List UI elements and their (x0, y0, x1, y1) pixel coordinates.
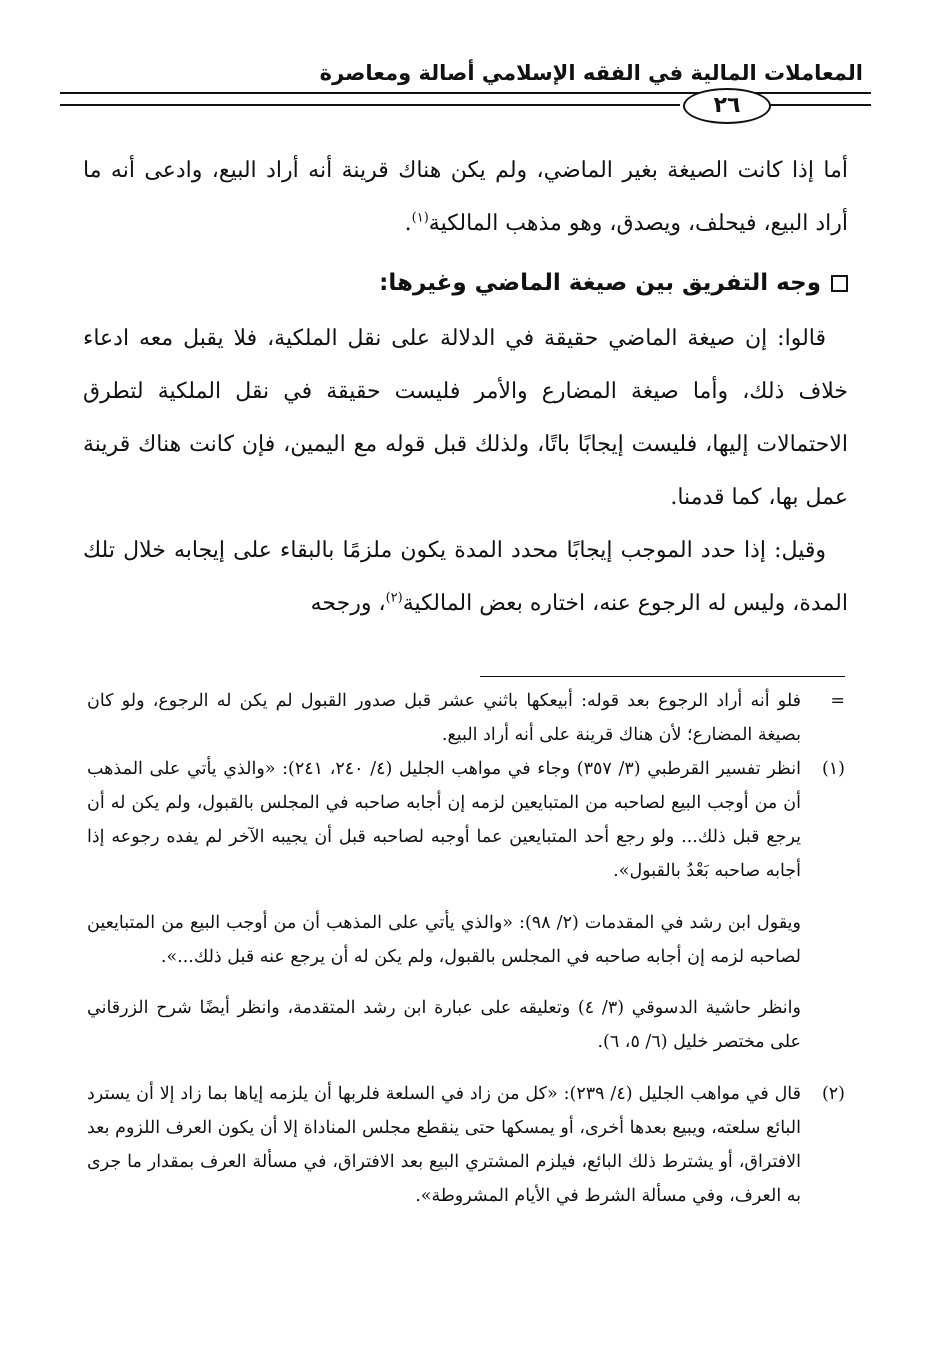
footnote-1-marker: (١) (821, 759, 845, 779)
footnote-continuation (87, 684, 845, 752)
paragraph-3-text: وقيل: إذا حدد الموجب إيجابًا محدد المدة يكون ملزمًا بالبقاء على إيجابه خلال تلك المدة، وليس له الرجوع عنه، اختاره بعض المالكية (83, 538, 848, 616)
header-rule-right (770, 104, 871, 106)
footnote-ref-1: (١) (411, 210, 429, 226)
footnote-1-p2: ويقول ابن رشد في المقدمات (٢/ ٩٨): «والذي يأتي على المذهب أن من أوجب البيع من المتبايعين لصاحبه لزمه إن أجابه صاحبه في المجلس بالقبول، ولم يكن له أن يرجع عنه قبل ذلك...». (87, 912, 801, 967)
paragraph-1-end: . (404, 211, 412, 236)
main-text (83, 144, 848, 630)
page-number: ٢٦ (683, 88, 771, 124)
section-heading-text: وجه التفريق بين صيغة الماضي وغيرها: (379, 270, 821, 296)
section-heading (83, 258, 848, 308)
footnote-1-part-2 (87, 906, 801, 1060)
footnote-2-text: قال في مواهب الجليل (٤/ ٢٣٩): «كل من زاد في السلعة فلربها أن يلزمه إياها بما زاد إلا أن يسترد البائع سلعته، ويبيع بعدها أخرى، أو يمسكها حتى ينقطع مجلس المناداة إلا أن يكون العرف اللزوم بعد الافتراق، أو يشترط ذلك البائع، فيلزم المشتري البيع بعد الافتراق، في مسألة العرف بمقدار ما جرى به العرف، وفي مسألة الشرط في الأيام المشروطة». (87, 1083, 802, 1206)
footnotes (87, 684, 845, 1213)
paragraph-1 (83, 144, 848, 250)
continuation-marker: = (830, 691, 845, 711)
footnote-ref-2: (٢) (385, 590, 403, 606)
running-title: المعاملات المالية في الفقه الإسلامي أصالة ومعاصرة (319, 61, 863, 85)
header-rule-left (60, 104, 680, 106)
footnote-1-p3: وانظر حاشية الدسوقي (٣/ ٤) وتعليقه على عبارة ابن رشد المتقدمة، وانظر أيضًا شرح الزرقاني على مختصر خليل (٦/ ٥، ٦). (87, 998, 801, 1052)
footnote-separator (480, 676, 845, 677)
footnote-1 (87, 752, 845, 888)
paragraph-3 (83, 524, 848, 630)
paragraph-1-text: أما إذا كانت الصيغة بغير الماضي، ولم يكن هناك قرينة أنه أراد البيع، وادعى أنه ما أراد البيع، فيحلف، ويصدق، وهو مذهب المالكية (83, 158, 848, 236)
footnote-2-marker: (٢) (821, 1083, 845, 1104)
footnote-2 (87, 1077, 845, 1213)
continuation-text: فلو أنه أراد الرجوع بعد قوله: أبيعكها باثني عشر قبل صدور القبول لم يكن له الرجوع، ولو كان بصيغة المضارع؛ لأن هناك قرينة على أنه أراد البيع. (87, 691, 801, 745)
paragraph-3-end: ، ورجحه (310, 591, 386, 616)
square-bullet-icon (831, 275, 848, 292)
footnote-1-text: انظر تفسير القرطبي (٣/ ٣٥٧) وجاء في مواهب الجليل (٤/ ٢٤٠، ٢٤١): «والذي يأتي على المذهب أن من أوجب البيع لصاحبه من المتبايعين لزمه إن أجابه صاحبه في المجلس بالقبول، ولم يكن له أن يرجع قبل ذلك... ولو رجع أحد المتبايعين عما أوجبه لصاحبه قبل أن يجيبه الآخر لم يفده رجوعه إذا أجابه صاحبه بَعْدُ بالقبول». (87, 759, 801, 881)
paragraph-2: قالوا: إن صيغة الماضي حقيقة في الدلالة على نقل الملكية، فلا يقبل معه ادعاء خلاف ذلك، وأما صيغة المضارع والأمر فليست حقيقة في نقل الملكية لتطرق الاحتمالات إليها، فليست إيجابًا باتًا، ولذلك قبل قوله مع اليمين، فإن كانت هناك قرينة عمل بها، كما قدمنا. (83, 326, 848, 510)
